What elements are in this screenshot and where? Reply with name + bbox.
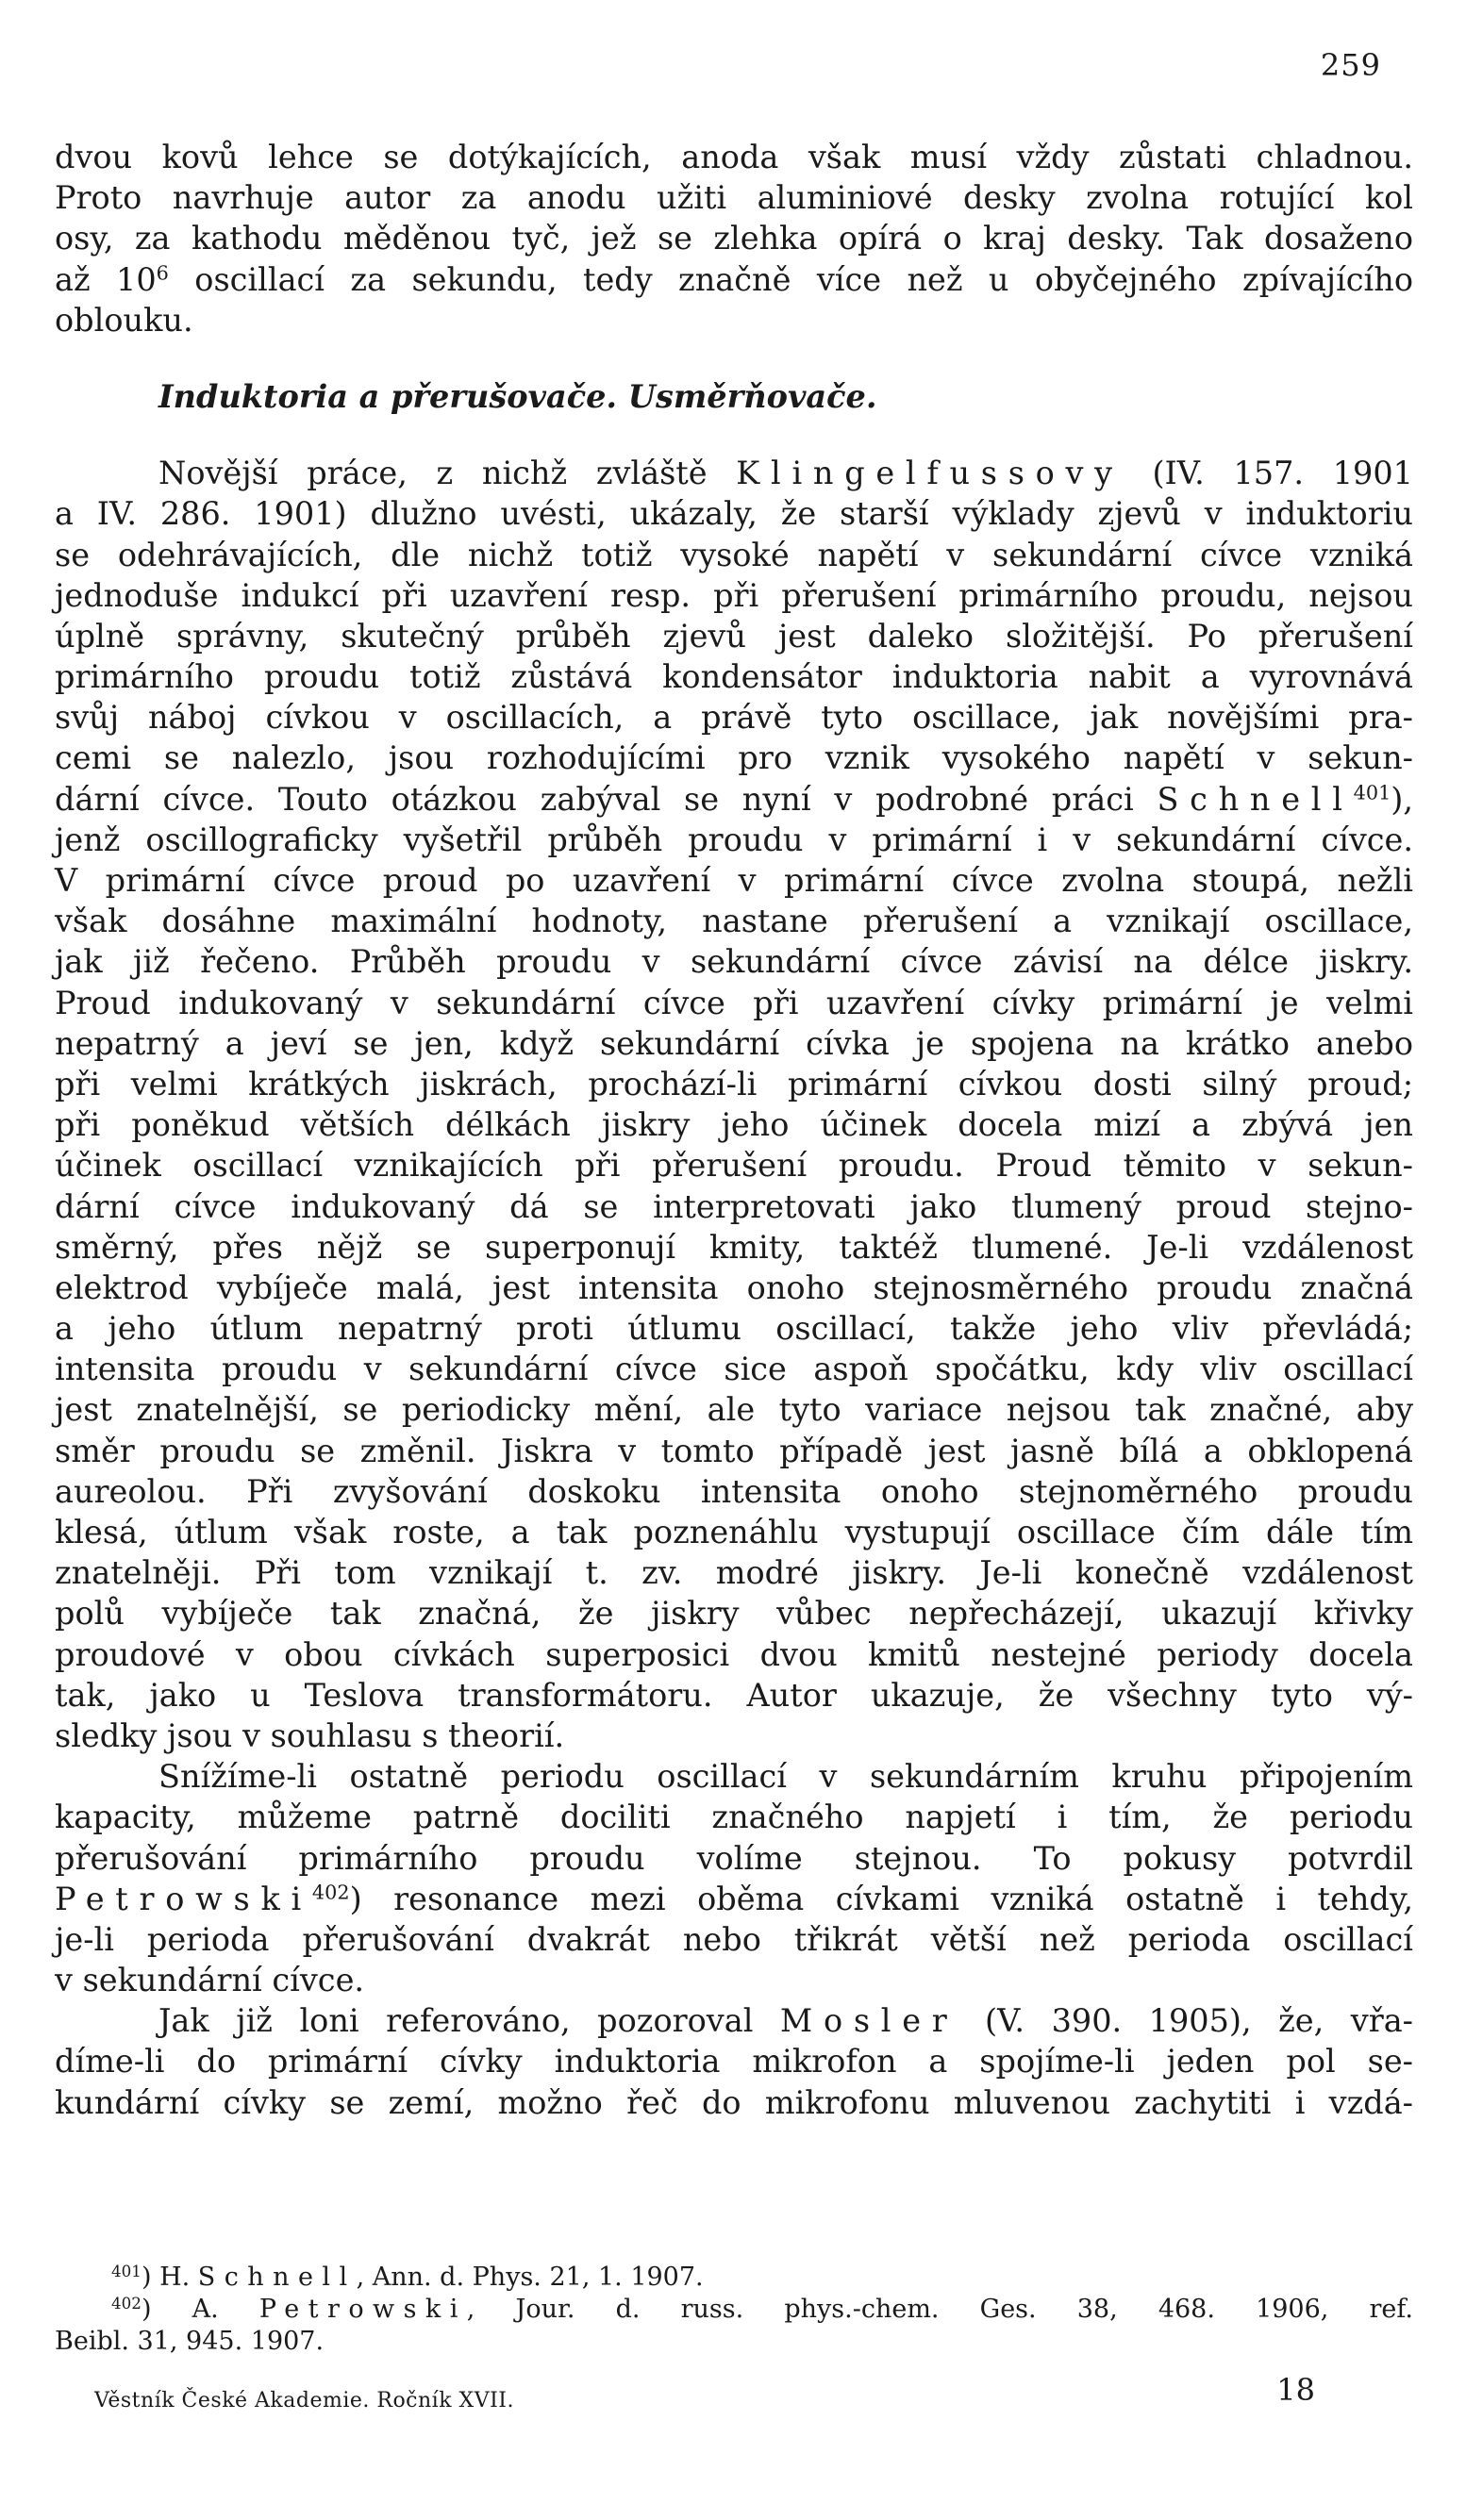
text-line: směrný, přes nějž se superponují kmity, taktéž tlumené. Je-li vzdálenost bbox=[55, 1228, 1413, 1266]
footnote-401: $^{401}$) H. Schnell, Ann. d. Phys. 21, 1. 1907. bbox=[111, 2261, 704, 2292]
text-line: V primární cívce proud po uzavření v primární cívce zvolna stoupá, nežli bbox=[55, 862, 1413, 899]
text-line: Snížíme-li ostatně periodu oscillací v sekundárním kruhu připojením bbox=[158, 1758, 1413, 1796]
spaced-author-name: Petrowski bbox=[55, 1880, 312, 1917]
text-line: Proto navrhuje autor za anodu užiti aluminiové desky zvolna rotující kol bbox=[55, 179, 1413, 217]
text-line: polů vybíječe tak značná, že jiskry vůbec nepřecházejí, ukazují křivky bbox=[55, 1595, 1413, 1633]
text-line: je-li perioda přerušování dvakrát nebo třikrát větší než perioda oscillací bbox=[55, 1920, 1413, 1958]
spaced-author-name: Schnell bbox=[1157, 780, 1354, 818]
text-line: aureolou. Při zvyšování doskoku intensita onoho stejnoměrného proudu bbox=[55, 1472, 1413, 1510]
spaced-author-name: Klingelfussovy bbox=[736, 455, 1124, 492]
text-line: svůj náboj cívkou v oscillacích, a právě tyto oscillace, jak novějšími pra- bbox=[55, 699, 1413, 737]
journal-footer: Věstník České Akademie. Ročník XVII. bbox=[94, 2389, 514, 2412]
text-line: Petrowski$^{402}$) resonance mezi oběma cívkami vzniká ostatně i tehdy, bbox=[55, 1880, 1413, 1917]
text-line: jest znatelnější, se periodicky mění, ale tyto variace nejsou tak značné, aby bbox=[55, 1391, 1413, 1429]
text-line: klesá, útlum však roste, a tak poznenáhlu vystupují oscillace čím dále tím bbox=[55, 1514, 1413, 1550]
text-line: Novější práce, z nichž zvláště Klingelfussovy (IV. 157. 1901 bbox=[158, 455, 1413, 492]
text-line: elektrod vybíječe malá, jest intensita onoho stejnosměrného proudu značná bbox=[55, 1268, 1413, 1306]
footnote-ref: 401 bbox=[1353, 781, 1391, 804]
sheet-number: 18 bbox=[1276, 2372, 1315, 2408]
text-line: dární cívce. Touto otázkou zabýval se nyní v podrobné práci Schnell$^{401}$), bbox=[55, 780, 1413, 818]
text-line: při velmi krátkých jiskrách, prochází-li primární cívkou dosti silný proud; bbox=[55, 1065, 1413, 1102]
text-line: účinek oscillací vznikajících při přerušení proudu. Proud těmito v sekun- bbox=[55, 1147, 1413, 1185]
text-line: proudové v obou cívkách superposici dvou kmitů nestejné periody docela bbox=[55, 1635, 1413, 1673]
text-line: a IV. 286. 1901) dlužno uvésti, ukázaly, že starší výklady zjevů v induktoriu bbox=[55, 495, 1413, 533]
text-line: znatelněji. Při tom vznikají t. zv. modré jiskry. Je-li konečně vzdálenost bbox=[55, 1554, 1413, 1592]
text-line: až $10^6$ oscillací za sekundu, tedy značně více než u obyčejného zpívajícího bbox=[55, 260, 1414, 298]
text-line: jenž oscillograficky vyšetřil průběh proudu v primární i v sekundární cívce. bbox=[55, 821, 1413, 858]
text-line: dární cívce indukovaný dá se interpretovati jako tlumený proud stejno- bbox=[55, 1187, 1413, 1225]
text-line: sledky jsou v souhlasu s theorií. bbox=[55, 1716, 565, 1754]
footnote-402: $^{402}$) A. Petrowski, Jour. d. russ. phys.-chem. Ges. 38, 468. 1906, ref. bbox=[111, 2293, 1413, 2324]
text-line: cemi se nalezlo, jsou rozhodujícími pro vznik vysokého napětí v sekun- bbox=[55, 739, 1413, 777]
text-line: jednoduše indukcí při uzavření resp. při přerušení primárního proudu, nejsou bbox=[55, 576, 1413, 614]
text-line: v sekundární cívce. bbox=[55, 1962, 365, 1999]
text-line: Jak již loni referováno, pozoroval Mosler (V. 390. 1905), že, vřa- bbox=[158, 2002, 1413, 2040]
text-line: díme-li do primární cívky induktoria mikrofon a spojíme-li jeden pol se- bbox=[55, 2043, 1413, 2081]
body-text bbox=[55, 137, 1413, 2123]
text-line: přerušování primárního proudu volíme stejnou. To pokusy potvrdil bbox=[55, 1839, 1413, 1877]
text-line: se odehrávajících, dle nichž totiž vysoké napětí v sekundární cívce vzniká bbox=[55, 536, 1413, 573]
text-line: primárního proudu totiž zůstává kondensátor induktoria nabit a vyrovnává bbox=[55, 658, 1413, 696]
text-line: tak, jako u Teslova transformátoru. Autor ukazuje, že všechny tyto vý- bbox=[55, 1676, 1413, 1714]
text-line: směr proudu se změnil. Jiskra v tomto případě jest jasně bílá a obklopená bbox=[55, 1432, 1413, 1469]
superscript: 6 bbox=[156, 261, 169, 285]
page-number: 259 bbox=[1320, 47, 1381, 83]
text-line: kapacity, můžeme patrně dociliti značného napjetí i tím, že periodu bbox=[55, 1799, 1413, 1836]
footnote-402-continuation: Beibl. 31, 945. 1907. bbox=[55, 2327, 325, 2356]
footnotes bbox=[55, 2262, 1413, 2358]
text-line: oblouku. bbox=[55, 301, 193, 339]
text-line: osy, za kathodu měděnou tyč, jež se zlehka opírá o kraj desky. Tak dosaženo bbox=[55, 220, 1413, 257]
text-line: kundární cívky se zemí, možno řeč do mikrofonu mluvenou zachytiti i vzdá- bbox=[55, 2083, 1413, 2121]
spaced-author-name: Mosler bbox=[779, 2002, 958, 2040]
text-line: dvou kovů lehce se dotýkajících, anoda však musí vždy zůstati chladnou. bbox=[55, 139, 1413, 175]
text-line: jak již řečeno. Průběh proudu v sekundární cívce závisí na délce jiskry. bbox=[55, 943, 1413, 981]
footnote-ref: 402 bbox=[311, 1881, 350, 1904]
text-line: při poněkud větších délkách jiskry jeho účinek docela mizí a zbývá jen bbox=[55, 1106, 1413, 1144]
text-line: a jeho útlum nepatrný proti útlumu oscillací, takže jeho vliv převládá; bbox=[55, 1310, 1413, 1348]
text-line: nepatrný a jeví se jen, když sekundární cívka je spojena na krátko anebo bbox=[55, 1024, 1413, 1062]
section-heading: Induktoria a přerušovače. Usměrňovače. bbox=[158, 377, 877, 415]
text-line: intensita proudu v sekundární cívce sice aspoň spočátku, kdy vliv oscillací bbox=[55, 1351, 1413, 1388]
text-line: Proud indukovaný v sekundární cívce při uzavření cívky primární je velmi bbox=[55, 984, 1413, 1021]
text-line: úplně správny, skutečný průběh zjevů jest daleko složitější. Po přerušení bbox=[55, 617, 1413, 655]
text-line: však dosáhne maximální hodnoty, nastane přerušení a vznikají oscillace, bbox=[55, 903, 1413, 940]
